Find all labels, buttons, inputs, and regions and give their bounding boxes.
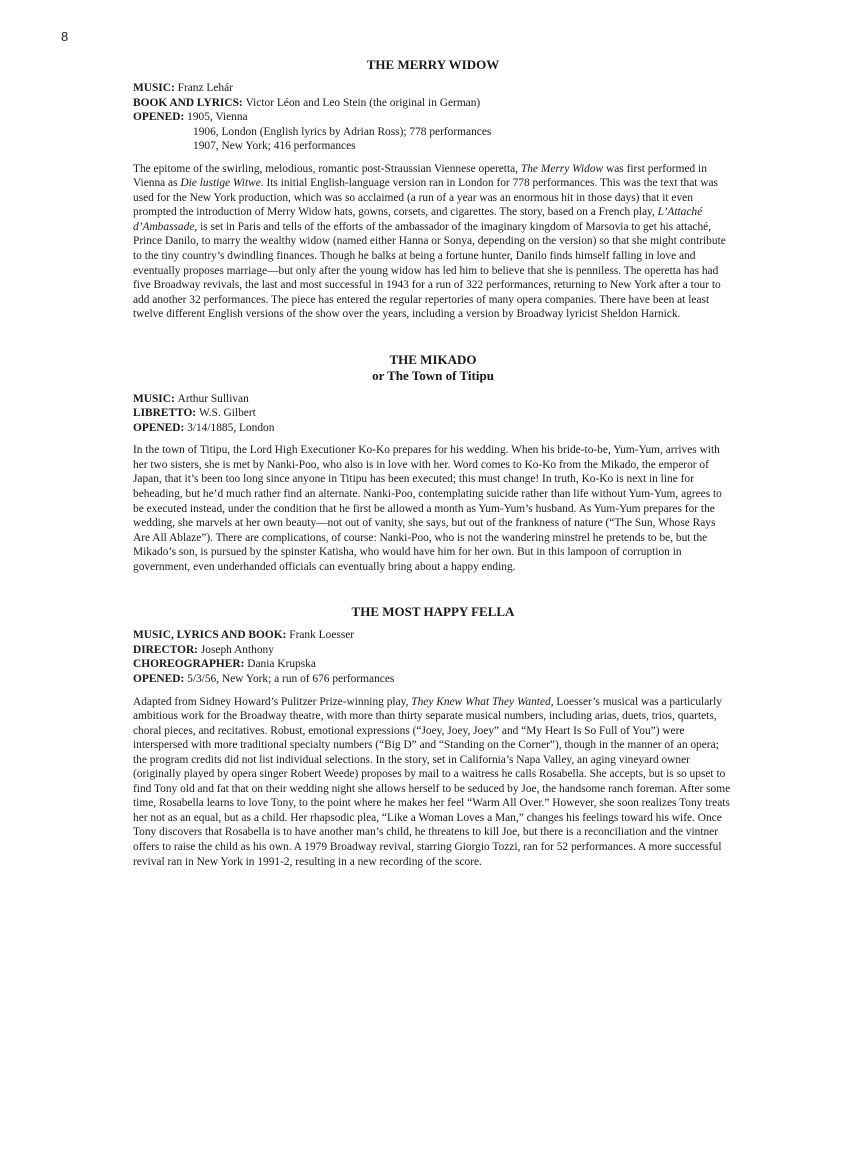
entry-most-happy-fella <box>133 604 733 869</box>
credit-value: 3/14/1885, London <box>187 421 275 434</box>
desc-run: . Its initial English-language version ran in London for 778 performances. This was the text that was used for the New York production, which was so acclaimed (a run of a year was an enormous hit in those days) that it even prompted the introduction of Merry Widow hats, gowns, corsets, and cigarettes. The story, based on a French play, <box>133 177 718 219</box>
credit-label: OPENED: <box>133 421 185 434</box>
title-text: THE MIKADO <box>389 351 477 367</box>
credit-opened-new-york: 1907, New York; 416 performances <box>193 140 356 153</box>
entry-merry-widow <box>133 57 733 322</box>
credit-libretto <box>133 406 733 421</box>
entry-title <box>133 57 733 73</box>
credit-label: LIBRETTO: <box>133 407 197 420</box>
credit-label: DIRECTOR: <box>133 643 198 656</box>
entry-description <box>133 162 733 322</box>
credit-opened <box>133 421 733 436</box>
desc-run: , is set in Paris and tells of the efforts of the ambassador of the imaginary kingdom of Marsovia to get his attaché, Prince Danilo, to marry the wealthy widow (named either Hanna or Sonya, depending on the version) so that she might contribute to the tiny country’s dwindling finances. Though he balks at being a fortune hunter, Danilo finds himself falling in love and eventually proposes marriage—but only after the young widow has led him to believe that she is penniless. The operetta has had five Broadway revivals, the last and most successful in 1943 for a run of 322 performances, returning to New York after a tour to add another 32 performances. The piece has entered the regular repertories of many opera companies. There have been at least twelve different English versions of the show over the years, including a version by Broadway lyricist Sheldon Harnick. <box>133 220 726 321</box>
credit-music <box>133 392 733 407</box>
desc-run: The epitome of the swirling, melodious, romantic post-Straussian Viennese operetta, <box>133 162 521 175</box>
credit-value: Frank Loesser <box>289 629 355 642</box>
title-text: THE MOST HAPPY FELLA <box>351 604 515 620</box>
credit-value: Victor Léon and Leo Stein (the original in German) <box>245 96 481 109</box>
desc-italic-title: L’Attaché d’Ambassade <box>133 206 703 233</box>
entry-description <box>133 695 733 870</box>
credit-value: 1905, Vienna <box>187 111 248 124</box>
credit-value: 5/3/56, New York; a run of 676 performances <box>187 672 395 685</box>
credit-choreographer <box>133 657 733 672</box>
entry-title <box>133 604 733 620</box>
credit-label: OPENED: <box>133 672 185 685</box>
title-text: THE MERRY WIDOW <box>366 57 500 72</box>
entry-mikado <box>133 352 733 575</box>
credit-opened <box>133 672 733 687</box>
credit-label: MUSIC: <box>133 82 175 94</box>
credit-opened <box>133 110 733 125</box>
credit-value: Joseph Anthony <box>200 643 274 656</box>
entry-subtitle: or The Town of Titipu <box>372 367 494 383</box>
desc-italic-title: Die lustige Witwe <box>180 177 261 190</box>
desc-run: In the town of Titipu, the Lord High Executioner Ko-Ko prepares for his wedding. When his bride-to-be, Yum-Yum, arrives with her two sisters, she is met by Nanki-Poo, who also is in love with her. Word comes to Ko-Ko from the Mikado, the emperor of Japan, that it’s been too long since anyone in Titipu has been executed; this must change! In truth, Ko-Ko is next in line for beheading, but he’d much rather find an alternate. Nanki-Poo, contemplating suicide rather than life without Yum-Yum, agrees to be executed instead, under the condition that he first be allowed a month as Yum-Yum’s husband. As Yum-Yum prepares for the wedding, she marvels at her own beauty—not out of vanity, she says, but out of the frankness of nature (“The Sun, Whose Rays Are All Ablaze”). There are complications, of course: Nanki-Poo, who is not the wandering minstrel he pretends to be, but the Mikado’s son, is pursued by the spinster Katisha, who would have him for her own. But in this lampoon of corruption in government, even underhanded officials can eventually bring about a happy ending. <box>133 444 722 573</box>
credit-label: OPENED: <box>133 111 185 124</box>
desc-run: Adapted from Sidney Howard’s Pulitzer Prize-winning play, <box>133 695 412 708</box>
credit-value: Dania Krupska <box>247 658 316 671</box>
credit-label: CHOREOGRAPHER: <box>133 658 245 671</box>
credit-book-and-lyrics <box>133 96 733 111</box>
credit-value: Arthur Sullivan <box>177 392 249 405</box>
entry-title <box>133 352 733 384</box>
desc-run: was first performed in Vienna as <box>133 162 707 190</box>
credit-label: MUSIC: <box>133 392 175 405</box>
credit-label: MUSIC, LYRICS AND BOOK: <box>133 629 287 642</box>
desc-italic-title: The Merry Widow <box>520 162 604 175</box>
page-content <box>133 57 733 869</box>
credit-music-lyrics-book <box>133 628 733 643</box>
credit-label: BOOK AND LYRICS: <box>133 96 243 109</box>
page-number: 8 <box>61 29 69 44</box>
credit-value: W.S. Gilbert <box>198 407 256 420</box>
desc-run: , Loesser’s musical was a particularly ambitious work for the Broadway theatre, with more than thirty separate musical numbers, including arias, duets, trios, quartets, choral pieces, and recitatives. Robust, emotional expressions (“Joey, Joey, Joey” and “My Heart Is So Full of You”) were interspersed with more traditional specialty numbers (“Big D” and “Standing on the Corner”), though in the manner of an opera; the program credits did not list individual selections. In the story, set in California’s Napa Valley, an aging vineyard owner (originally played by opera singer Robert Weede) proposes by mail to a waitress he calls Rosabella. She accepts, but is so upset to find Tony old and fat that on their wedding night she allows herself to be seduced by Joe, the handsome ranch foreman. After some time, Rosabella learns to love Tony, to the point where he makes her feel “Warm All Over.” However, she soon realizes Tony treats her not as an equal, but as a child. Her rhapsodic plea, “Like a Woman Loves a Man,” changes his feelings toward his wife. Once Tony discovers that Rosabella is to have another man’s child, he threatens to kill Joe, but there is a reconciliation and the vintner offers to raise the child as his own. A 1979 Broadway revival, starring Giorgio Tozzi, ran for 52 performances. A more successful revival ran in New York in 1991-2, resulting in a new recording of the score. <box>133 695 731 868</box>
desc-italic-title: They Knew What They Wanted <box>411 695 551 708</box>
credit-value: Franz Lehár <box>177 82 233 94</box>
credits-block <box>133 81 733 154</box>
credit-director <box>133 643 733 658</box>
credits-block <box>133 628 733 686</box>
credit-music <box>133 81 733 96</box>
entry-description <box>133 443 733 574</box>
credits-block <box>133 392 733 436</box>
credit-opened-london: 1906, London (English lyrics by Adrian Ross); 778 performances <box>193 125 492 138</box>
